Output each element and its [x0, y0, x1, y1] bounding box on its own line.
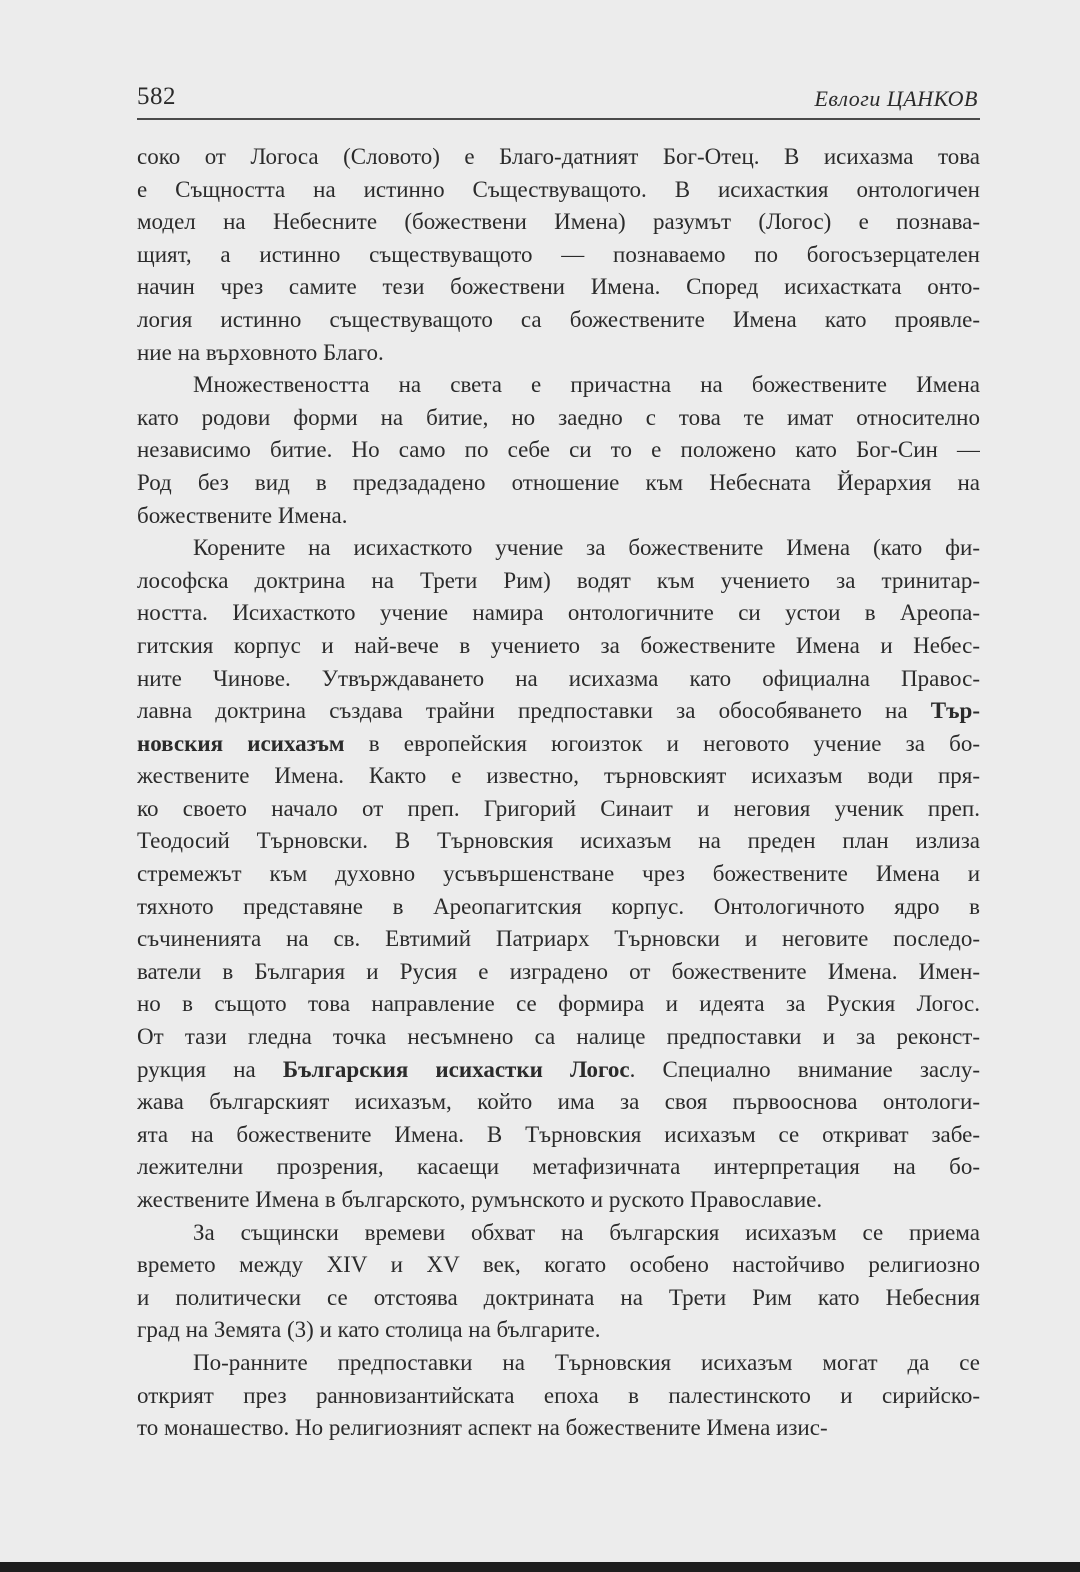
text-run: гитския корпус и най-вече в учението за божествените Имена и Небес- [137, 632, 980, 658]
text-line [137, 304, 980, 337]
body-text [137, 141, 980, 1445]
text-run: Род без вид в предзададено отношение към Небесната Йерархия на [137, 469, 980, 495]
text-run: стремежът към духовно усъвършенстване чрез божествените Имена и [137, 861, 980, 887]
text-line [137, 467, 980, 500]
text-line [137, 793, 980, 826]
text-line [137, 923, 980, 956]
text-run: ята на божествените Имена. В Търновския исихазъм се откриват забе- [137, 1121, 980, 1147]
running-head-author: Евлоги ЦАНКОВ [814, 86, 978, 111]
text-line [137, 760, 980, 793]
scan-bottom-edge [0, 1562, 1080, 1572]
text-line [137, 337, 980, 370]
text-run: Теодосий Търновски. В Търновския исихазъм на преден план излиза [137, 828, 980, 854]
text-line [137, 695, 980, 728]
paragraph [137, 1217, 980, 1347]
text-line [137, 825, 980, 858]
text-line [137, 1282, 980, 1315]
page-number: 582 [137, 83, 176, 110]
text-line [137, 206, 980, 239]
text-run: щият, а истинно съществуващото — познаваемо по богосъзерцателен [137, 241, 980, 267]
text-run: начин чрез самите тези божествени Имена. Според исихастката онто- [137, 274, 980, 300]
text-run: логия истинно съществуващото са божествените Имена като проявле- [137, 306, 980, 332]
text-run: е Същността на истинно Съществуващото. В исихасткия онтологичен [137, 176, 980, 202]
text-line [137, 271, 980, 304]
text-line [137, 1119, 980, 1152]
text-run: За същински времеви обхват на българския исихазъм се приема [193, 1219, 980, 1245]
running-head [137, 80, 980, 120]
text-line [137, 434, 980, 467]
text-run: лежителни прозрения, касаещи метафизичната интерпретация на бо- [137, 1154, 980, 1180]
text-line [137, 369, 980, 402]
text-line [137, 988, 980, 1021]
text-line [137, 956, 980, 989]
bold-term: Тър- [930, 698, 980, 724]
text-line [137, 1347, 980, 1380]
text-run: Множествеността на света е причастна на божествените Имена [193, 372, 980, 398]
text-line [137, 565, 980, 598]
text-run: ние на върховното Благо. [137, 339, 384, 365]
text-run: жава българският исихазъм, който има за своя първооснова онтологи- [137, 1089, 980, 1115]
text-run: като родови форми на битие, но заедно с това те имат относително [137, 404, 980, 430]
text-line [137, 239, 980, 272]
text-run: град на Земята (3) и като столица на българите. [137, 1317, 601, 1343]
text-run: но в същото това направление се формира и идеята за Руския Логос. [137, 991, 980, 1017]
text-run: ко своето начало от преп. Григорий Синаит и неговия ученик преп. [137, 795, 980, 821]
text-run: Корените на исихасткото учение за божествените Имена (като фи- [193, 535, 980, 561]
text-run: . Специално внимание заслу- [629, 1056, 980, 1082]
paragraph [137, 369, 980, 532]
text-line [137, 663, 980, 696]
text-run: лософска доктрина на Трети Рим) водят към учението за тринитар- [137, 567, 980, 593]
text-line [137, 1412, 980, 1445]
text-line [137, 1249, 980, 1282]
paragraph [137, 532, 980, 1216]
text-line [137, 1314, 980, 1347]
text-run: соко от Логоса (Словото) е Благо-датният Бог-Отец. В исихазма това [137, 144, 980, 169]
paragraph [137, 141, 980, 369]
text-line [137, 630, 980, 663]
text-run: открият през ранновизантийската епоха в палестинското и сирийско- [137, 1382, 980, 1408]
text-run: жествените Имена. Както е известно, търновският исихазъм води пря- [137, 763, 980, 789]
text-run: тяхното представяне в Ареопагитския корпус. Онтологичното ядро в [137, 893, 980, 919]
text-run: божествените Имена. [137, 502, 348, 528]
text-run: в европейския югоизток и неговото учение за бо- [344, 730, 980, 756]
paragraph [137, 1347, 980, 1445]
text-line [137, 1054, 980, 1087]
text-line [137, 1217, 980, 1250]
text-line [137, 1086, 980, 1119]
text-line [137, 597, 980, 630]
text-run: ността. Исихасткото учение намира онтологичните си устои в Ареопа- [137, 600, 980, 626]
text-line [137, 532, 980, 565]
text-run: времето между XIV и XV век, когато особено настойчиво религиозно [137, 1252, 980, 1278]
bold-term: новския исихазъм [137, 730, 345, 756]
text-run: и политически се отстоява доктрината на Трети Рим като Небесния [137, 1284, 980, 1310]
text-run: По-ранните предпоставки на Търновския исихазъм могат да се [193, 1349, 980, 1375]
text-run: От тази гледна точка несъмнено са налице предпоставки и за реконст- [137, 1024, 980, 1050]
text-line [137, 1380, 980, 1413]
text-line [137, 891, 980, 924]
text-run: ватели в България и Русия е изградено от божествените Имена. Имен- [137, 958, 980, 984]
text-run: ните Чинове. Утвърждаването на исихазма като официална Правос- [137, 665, 980, 691]
text-line [137, 1184, 980, 1217]
bold-term: Българския исихастки Логос [282, 1056, 630, 1082]
text-run: модел на Небесните (божествени Имена) разумът (Логос) е познава- [137, 209, 980, 235]
text-run: жествените Имена в българското, румънското и руското Православие. [137, 1187, 823, 1212]
text-run: независимо битие. Но само по себе си то е положено като Бог-Син — [137, 437, 980, 463]
text-line [137, 1151, 980, 1184]
text-run: съчиненията на св. Евтимий Патриарх Търновски и неговите последо- [137, 926, 980, 952]
text-line [137, 402, 980, 435]
text-run: рукция на [137, 1056, 283, 1082]
text-line [137, 141, 980, 174]
text-line [137, 1021, 980, 1054]
text-line [137, 858, 980, 891]
text-run: лавна доктрина създава трайни предпоставки за обособяването на [137, 698, 931, 724]
text-run: то монашество. Но религиозният аспект на божествените Имена изис- [137, 1415, 828, 1441]
text-line [137, 728, 980, 761]
text-line [137, 500, 980, 533]
text-line [137, 174, 980, 207]
